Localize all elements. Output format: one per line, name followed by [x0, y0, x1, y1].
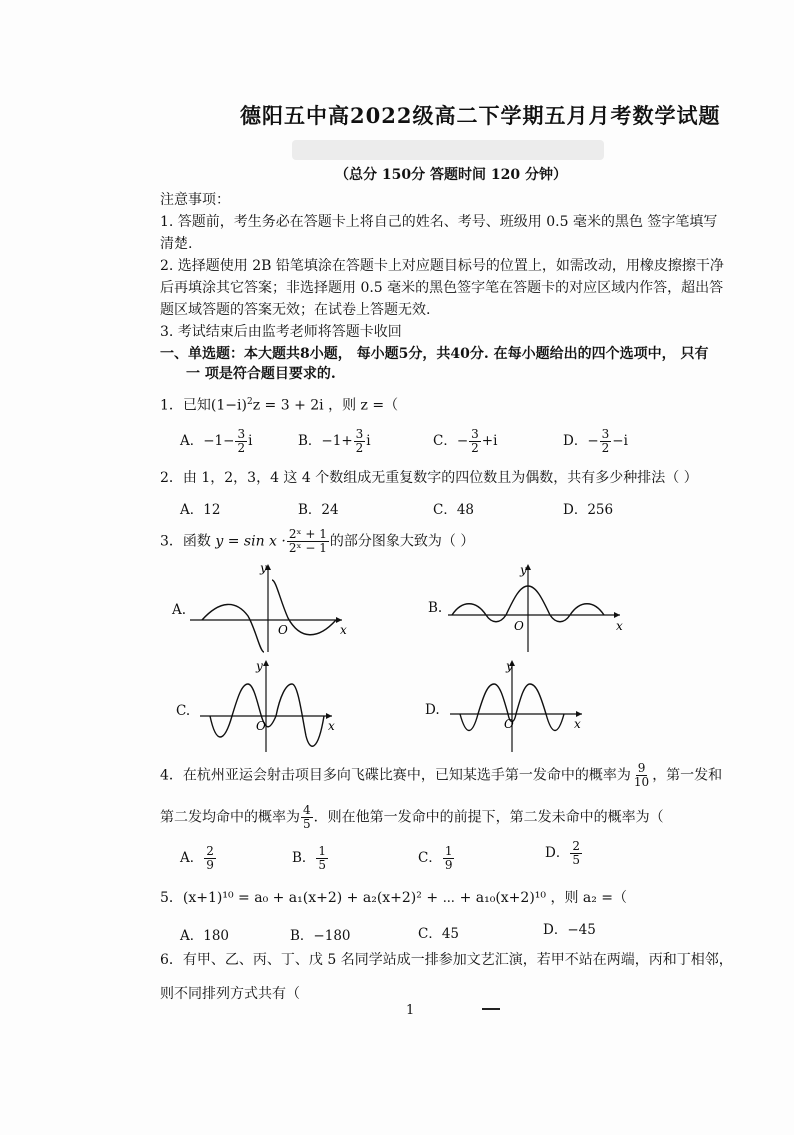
q4-option-b-numerator: 1 — [318, 844, 327, 858]
q3-stem-function: y = sin x · — [215, 533, 286, 550]
q5-option-d: D．−45 — [543, 922, 596, 938]
q4-option-a-label: A． — [180, 850, 204, 866]
q3-graph-c-x-label: x — [328, 719, 335, 733]
q3-graph-c-origin: O — [256, 719, 266, 733]
q1-option-a-prefix: −1− — [203, 433, 235, 449]
q1-option-b-denominator: 2 — [355, 441, 364, 455]
q4-option-c-fraction — [443, 845, 455, 872]
q5-option-b: B．−180 — [290, 928, 351, 944]
q3-graph-d-y-label: y — [506, 659, 513, 673]
q1-option-a — [180, 428, 252, 455]
q1-option-d-prefix: − — [587, 433, 599, 449]
q3-graph-d-x-label: x — [574, 717, 581, 731]
q3-stem-prefix: 3．函数 — [160, 533, 211, 550]
q1-option-c-label: C． — [433, 433, 457, 449]
q1-option-b-numerator: 3 — [355, 427, 364, 441]
q4-option-b-label: B． — [292, 850, 316, 866]
q1-option-c-prefix: − — [456, 433, 469, 449]
q1-stem-base: (1−i) — [210, 397, 247, 414]
section-heading-line-2: 一 项是符合题目要求的. — [186, 366, 336, 382]
q5-option-c: C．45 — [418, 926, 460, 942]
q3-graph-c-y-label: y — [256, 659, 263, 673]
question-3-stem — [160, 528, 474, 555]
q4-option-a-denominator: 9 — [206, 858, 214, 872]
q1-option-b-prefix: −1+ — [321, 433, 353, 449]
notice-item-1-line-1: 1. 答题前，考生务必在答题卡上将自己的姓名、考号、班级用 0.5 毫米的黑色 签字笔填写 — [160, 214, 718, 230]
q4-option-a-fraction — [204, 845, 216, 872]
q1-option-d-numerator: 3 — [601, 427, 610, 441]
q2-option-a: A．12 — [180, 502, 221, 518]
q1-option-b-fraction — [354, 428, 366, 455]
q2-option-d: D．256 — [563, 502, 614, 518]
q3-graph-a-y-label: y — [260, 561, 267, 575]
q3-graph-b-origin: O — [514, 619, 524, 633]
q4-option-c-label: C． — [418, 850, 442, 866]
section-heading-line-1: 一、单选题：本大题共8小题， 每小题5分，共40分. 在每小题给出的四个选项中， 只有 — [160, 346, 709, 362]
q4-option-d-numerator: 2 — [572, 839, 580, 853]
q1-option-c-denominator: 2 — [471, 441, 479, 455]
q4-p1-fraction — [632, 762, 651, 789]
question-4-line-2 — [160, 804, 664, 831]
q1-option-c-fraction — [469, 428, 481, 455]
q1-stem-exponent: 2 — [246, 397, 253, 407]
q1-option-a-suffix: i — [248, 433, 253, 449]
q2-option-c: C．48 — [433, 502, 475, 518]
question-2-stem: 2．由 1，2，3，4 这 4 个数组成无重复数字的四位数且为偶数，共有多少种排法（ ） — [160, 470, 698, 486]
q3-graph-c — [200, 656, 340, 756]
q3-option-b-label: B. — [428, 600, 443, 616]
q3-graph-a-x-label: x — [340, 623, 347, 637]
q1-option-d-label: D． — [563, 433, 588, 449]
q4-line-1-text: 4．在杭州亚运会射击项目多向飞碟比赛中，已知某选手第一发命中的概率为 — [160, 767, 631, 784]
smudge-mark — [292, 140, 604, 160]
page-number: 1 — [406, 1003, 415, 1018]
q4-option-b-fraction — [316, 845, 328, 872]
q3-stem-fraction — [287, 528, 329, 555]
q4-line-1-suffix: ，第一发和 — [652, 767, 723, 784]
footer-dash — [482, 1008, 500, 1010]
q4-option-a-numerator: 2 — [206, 844, 214, 858]
q1-stem-suffix: z = 3 + 2i ，则 z =（ — [252, 397, 399, 414]
q3-stem-denominator: 2ˣ − 1 — [288, 541, 327, 555]
q4-line-2-text: 第二发均命中的概率为 — [160, 809, 300, 826]
q3-graph-d — [450, 656, 590, 756]
q3-option-c-label: C. — [176, 703, 191, 719]
question-1-stem — [160, 392, 398, 416]
q4-option-d-label: D． — [545, 845, 570, 861]
q1-option-a-numerator: 3 — [237, 427, 246, 441]
q1-option-c-suffix: +i — [481, 433, 498, 449]
q3-graph-b-x-label: x — [616, 619, 623, 633]
exam-title: 德阳五中高2022级高二下学期五月月考数学试题 — [240, 103, 721, 128]
q1-option-c — [433, 428, 497, 455]
q4-option-b-denominator: 5 — [318, 858, 327, 872]
q3-graph-a-origin: O — [278, 623, 288, 637]
q4-p2-numerator: 4 — [303, 803, 311, 817]
q4-option-d-denominator: 5 — [572, 853, 580, 867]
q1-option-b — [298, 428, 371, 455]
exam-subtitle: （总分 150分 答题时间 120 分钟） — [335, 167, 567, 183]
q1-option-d-suffix: −i — [612, 433, 628, 449]
q1-option-a-fraction — [235, 428, 247, 455]
q4-p2-fraction — [301, 804, 313, 831]
q4-p1-denominator: 10 — [633, 775, 650, 789]
q1-stem-prefix: 1．已知 — [160, 397, 211, 414]
q3-graph-d-origin: O — [504, 717, 514, 731]
q3-option-a-label: A. — [172, 602, 187, 618]
q2-option-b: B．24 — [298, 502, 339, 518]
q4-p1-numerator: 9 — [637, 761, 646, 775]
q4-p2-denominator: 5 — [303, 817, 311, 831]
q3-graph-b — [448, 560, 628, 655]
q3-stem-numerator: 2ˣ + 1 — [288, 527, 327, 541]
notice-item-2-line-3: 题区域答题的答案无效；在试卷上答题无效. — [160, 302, 431, 318]
notice-item-2-line-2: 后再填涂其它答案；非选择题用 0.5 毫米的黑色签字笔在答题卡的对应区域内作答，超出答 — [160, 280, 724, 296]
question-6-line-1: 6．有甲、乙、丙、丁、戊 5 名同学站成一排参加文艺汇演，若甲不站在两端，丙和丁相邻， — [160, 952, 733, 968]
q4-option-d — [545, 840, 583, 867]
question-6-line-2: 则不同排列方式共有（ — [160, 986, 300, 1002]
notice-item-2-line-1: 2. 选择题使用 2B 铅笔填涂在答题卡上对应题目标号的位置上，如需改动，用橡皮擦擦干净 — [160, 258, 724, 274]
q1-option-a-denominator: 2 — [237, 441, 246, 455]
q4-option-b — [292, 845, 329, 872]
q5-option-a: A．180 — [180, 928, 230, 944]
q1-option-a-label: A． — [180, 433, 204, 449]
q3-stem-suffix: 的部分图象大致为（ ） — [329, 533, 475, 550]
q3-graph-a — [190, 560, 350, 655]
question-4-line-1 — [160, 762, 722, 789]
q4-option-c — [418, 845, 455, 872]
question-5-stem: 5．(x+1)¹⁰ = a₀ + a₁(x+2) + a₂(x+2)² + ⋯ + a₁₀(x+2)¹⁰ ，则 a₂ =（ — [160, 890, 628, 906]
q3-graph-b-y-label: y — [520, 563, 527, 577]
q1-option-b-label: B． — [298, 433, 322, 449]
notice-item-1-line-2: 清楚. — [160, 236, 193, 252]
q4-option-d-fraction — [570, 840, 582, 867]
notice-item-3: 3. 考试结束后由监考老师将答题卡收回 — [160, 324, 402, 340]
q1-option-d-fraction — [600, 428, 612, 455]
q3-option-d-label: D. — [425, 702, 440, 718]
q1-option-c-numerator: 3 — [471, 427, 479, 441]
q1-option-d-denominator: 2 — [601, 441, 610, 455]
q1-option-d — [563, 428, 628, 455]
q4-option-a — [180, 845, 217, 872]
q4-option-c-numerator: 1 — [444, 844, 453, 858]
q4-option-c-denominator: 9 — [444, 858, 453, 872]
q4-line-2-suffix: ．则在他第一发命中的前提下，第二发未命中的概率为（ — [313, 809, 664, 826]
notice-heading: 注意事项： — [160, 192, 230, 208]
q1-option-b-suffix: i — [366, 433, 371, 449]
